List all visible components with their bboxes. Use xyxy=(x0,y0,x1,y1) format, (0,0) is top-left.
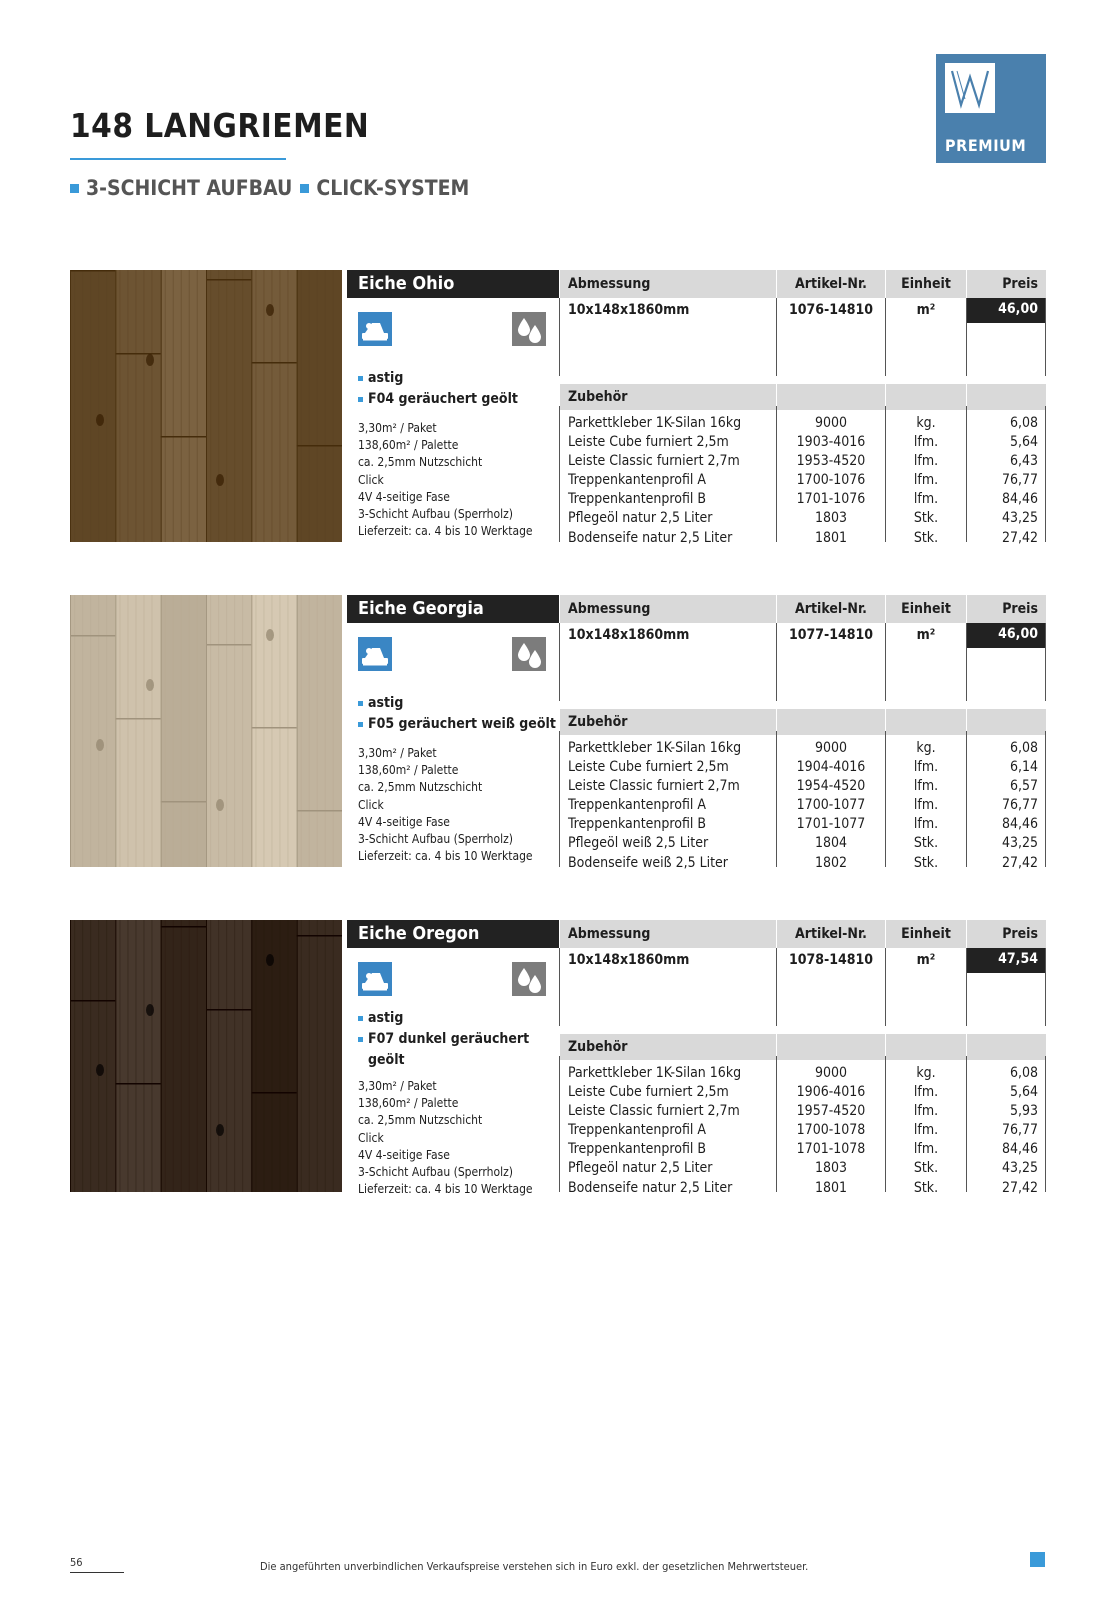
spec-line: Lieferzeit: ca. 4 bis 10 Werktage xyxy=(358,1182,533,1197)
accessory-cell: 76,77 xyxy=(1001,1122,1038,1139)
wood-sample-image xyxy=(70,595,342,867)
accessory-cell: Stk. xyxy=(913,510,939,527)
spec-line: ca. 2,5mm Nutzschicht xyxy=(358,780,483,795)
accessory-cell: Stk. xyxy=(913,835,939,852)
table-divider xyxy=(1045,731,1046,867)
header-artikel: Artikel-Nr. xyxy=(777,595,885,623)
header-einheit: Einheit xyxy=(886,270,966,298)
accessory-cell: Leiste Cube furniert 2,5m xyxy=(568,759,729,776)
header-einheit: Einheit xyxy=(886,920,966,948)
table-divider xyxy=(776,731,777,867)
accessory-cell: 1700-1076 xyxy=(796,472,866,489)
artikel-value: 1077-14810 xyxy=(788,627,874,643)
subtitle-part: CLICK-SYSTEM xyxy=(316,176,470,200)
header-preis: Preis xyxy=(967,920,1046,948)
accessory-cell: 1954-4520 xyxy=(796,778,866,795)
table-divider xyxy=(559,731,560,867)
header-abmessung: Abmessung xyxy=(560,270,776,298)
plane-icon xyxy=(358,637,392,671)
accessory-cell: 27,42 xyxy=(1001,1179,1038,1196)
accessory-cell: 9000 xyxy=(814,740,848,756)
column-preis xyxy=(967,920,1046,1198)
header-artikel: Artikel-Nr. xyxy=(777,920,885,948)
table-divider xyxy=(1045,298,1046,376)
accessory-cell: lfm. xyxy=(913,1103,939,1120)
accessory-cell: lfm. xyxy=(913,1141,939,1158)
product-specs xyxy=(358,745,533,865)
header-abmessung: Abmessung xyxy=(560,595,776,623)
feature-item: astig xyxy=(358,1008,558,1029)
artikel-value: 1076-14810 xyxy=(788,302,874,318)
table-divider xyxy=(966,948,967,1026)
feature-item: astig xyxy=(358,693,558,714)
accessory-einheit xyxy=(886,410,966,548)
accessory-cell: 27,42 xyxy=(1001,529,1038,546)
accessory-cell: 1701-1077 xyxy=(796,816,866,833)
artikel-value: 1078-14810 xyxy=(788,952,874,968)
accessory-cell: 1801 xyxy=(814,529,848,546)
spec-line: 3,30m² / Paket xyxy=(358,421,437,435)
accessory-cell: 1803 xyxy=(814,1160,848,1177)
page-number-rule xyxy=(70,1572,124,1573)
spec-line: Click xyxy=(358,1130,384,1145)
accessory-cell: Bodenseife natur 2,5 Liter xyxy=(568,529,733,546)
accessory-einheit xyxy=(886,735,966,873)
accessory-cell: lfm. xyxy=(913,472,939,489)
accessory-cell: Treppenkantenprofil A xyxy=(568,1122,707,1139)
column-artikel xyxy=(777,595,885,873)
table-divider xyxy=(885,1056,886,1192)
accessory-cell: 6,57 xyxy=(1009,778,1038,795)
spec-line: 4V 4-seitige Fase xyxy=(358,1147,450,1162)
header-preis: Preis xyxy=(967,595,1046,623)
accessory-cell: Pflegeöl natur 2,5 Liter xyxy=(568,510,713,527)
accessory-cell: kg. xyxy=(916,740,936,756)
accessory-einheit xyxy=(886,1060,966,1198)
table-divider xyxy=(776,623,777,701)
table-divider xyxy=(885,948,886,1026)
spec-line: 3,30m² / Paket xyxy=(358,746,437,760)
header-zubehoer: Zubehör xyxy=(560,709,776,735)
premium-logo xyxy=(936,54,1046,163)
accessory-cell: Leiste Classic furniert 2,7m xyxy=(568,453,740,470)
product-block xyxy=(70,920,1046,1197)
accessory-cell: 1700-1078 xyxy=(796,1122,866,1139)
accessory-preis xyxy=(967,410,1046,548)
accessory-cell: 76,77 xyxy=(1001,472,1038,489)
accessory-cell: Parkettkleber 1K-Silan 16kg xyxy=(568,740,742,756)
accessory-cell: lfm. xyxy=(913,434,939,451)
accessory-cell: 1957-4520 xyxy=(796,1103,866,1120)
accessory-cell: Leiste Cube furniert 2,5m xyxy=(568,1084,729,1101)
accessory-cell: 43,25 xyxy=(1001,510,1038,527)
accessory-cell: lfm. xyxy=(913,816,939,833)
accessory-cell: Bodenseife natur 2,5 Liter xyxy=(568,1179,733,1196)
table-divider xyxy=(885,298,886,376)
table-divider xyxy=(559,1056,560,1192)
spec-line: 3,30m² / Paket xyxy=(358,1079,437,1093)
accessory-cell: 5,93 xyxy=(1009,1103,1038,1120)
footer-note: Die angeführten unverbindlichen Verkaufspreise verstehen sich in Euro exkl. der gesetzlichen Mehrwertsteuer. xyxy=(260,1560,809,1573)
premium-label: PREMIUM xyxy=(945,136,1027,155)
spec-line: Lieferzeit: ca. 4 bis 10 Werktage xyxy=(358,849,533,864)
table-divider xyxy=(966,298,967,376)
table-divider xyxy=(559,406,560,542)
bullet-square-icon xyxy=(300,184,309,193)
accessory-cell: 5,64 xyxy=(1009,1084,1038,1101)
accessory-cell: Stk. xyxy=(913,1160,939,1177)
accessory-cell: lfm. xyxy=(913,778,939,795)
spec-line: 3-Schicht Aufbau (Sperrholz) xyxy=(358,832,513,847)
page-number: 56 xyxy=(70,1556,83,1569)
table-divider xyxy=(966,623,967,701)
page-subtitle xyxy=(70,176,477,200)
wood-sample-image xyxy=(70,270,342,542)
table-divider xyxy=(559,298,560,376)
einheit-value: m² xyxy=(916,627,936,643)
accessory-cell: 6,14 xyxy=(1009,759,1038,776)
wood-sample-image xyxy=(70,920,342,1192)
accessory-cell: 1804 xyxy=(814,835,848,852)
spec-line: 4V 4-seitige Fase xyxy=(358,489,450,504)
spec-line: 138,60m² / Palette xyxy=(358,1096,459,1111)
table-divider xyxy=(1045,406,1046,542)
accessory-cell: 6,43 xyxy=(1009,453,1038,470)
spec-line: Lieferzeit: ca. 4 bis 10 Werktage xyxy=(358,524,533,539)
table-divider xyxy=(776,948,777,1026)
accessory-cell: Leiste Classic furniert 2,7m xyxy=(568,778,740,795)
accessory-cell: Bodenseife weiß 2,5 Liter xyxy=(568,854,728,871)
product-specs xyxy=(358,420,533,540)
product-name: Eiche Georgia xyxy=(347,595,559,623)
table-divider xyxy=(559,948,560,1026)
accessory-cell: 84,46 xyxy=(1001,1141,1038,1158)
header-zubehoer: Zubehör xyxy=(560,1034,776,1060)
table-divider xyxy=(966,731,967,867)
accessory-cell: Treppenkantenprofil A xyxy=(568,797,707,814)
table-divider xyxy=(966,406,967,542)
spec-line: Click xyxy=(358,797,384,812)
accessory-cell: 43,25 xyxy=(1001,1160,1038,1177)
accessory-cell: 27,42 xyxy=(1001,854,1038,871)
accessory-cell: lfm. xyxy=(913,1122,939,1139)
table-divider xyxy=(966,1056,967,1192)
accessory-cell: Treppenkantenprofil B xyxy=(568,491,707,508)
product-features xyxy=(358,368,558,410)
header-artikel: Artikel-Nr. xyxy=(777,270,885,298)
accessory-cell: 1801 xyxy=(814,1179,848,1196)
accessory-cell: 1953-4520 xyxy=(796,453,866,470)
accessory-cell: kg. xyxy=(916,415,936,431)
column-einheit xyxy=(886,270,966,548)
abmessung-value: 10x148x1860mm xyxy=(568,302,690,318)
product-specs xyxy=(358,1078,533,1198)
accessory-cell: Leiste Classic furniert 2,7m xyxy=(568,1103,740,1120)
table-divider xyxy=(559,623,560,701)
accessory-cell: kg. xyxy=(916,1065,936,1081)
accessory-artikel xyxy=(777,410,885,548)
column-preis xyxy=(967,595,1046,873)
accessory-names xyxy=(560,1060,776,1198)
accessory-cell: lfm. xyxy=(913,759,939,776)
accessory-cell: 9000 xyxy=(814,1065,848,1081)
header-abmessung: Abmessung xyxy=(560,920,776,948)
accessory-cell: Pflegeöl natur 2,5 Liter xyxy=(568,1160,713,1177)
accessory-cell: 1701-1078 xyxy=(796,1141,866,1158)
spec-line: ca. 2,5mm Nutzschicht xyxy=(358,455,483,470)
spec-line: 138,60m² / Palette xyxy=(358,438,459,453)
table-divider xyxy=(776,1056,777,1192)
accessory-cell: 5,64 xyxy=(1009,434,1038,451)
accessory-cell: 6,08 xyxy=(1009,1065,1038,1081)
column-einheit xyxy=(886,920,966,1198)
accessory-cell: Leiste Cube furniert 2,5m xyxy=(568,434,729,451)
column-artikel xyxy=(777,920,885,1198)
product-block xyxy=(70,595,1046,871)
price-value: 46,00 xyxy=(967,298,1046,323)
title-underline xyxy=(70,158,286,160)
price-value: 47,54 xyxy=(967,948,1046,973)
accessory-cell: 1803 xyxy=(814,510,848,527)
einheit-value: m² xyxy=(916,952,936,968)
accessory-cell: 1903-4016 xyxy=(796,434,866,451)
table-divider xyxy=(1045,948,1046,1026)
accessory-cell: Stk. xyxy=(913,854,939,871)
accessory-cell: 84,46 xyxy=(1001,491,1038,508)
product-features xyxy=(358,693,558,735)
table-divider xyxy=(885,623,886,701)
accessory-cell: 6,08 xyxy=(1009,740,1038,756)
accessory-cell: Parkettkleber 1K-Silan 16kg xyxy=(568,1065,742,1081)
accessory-cell: Parkettkleber 1K-Silan 16kg xyxy=(568,415,742,431)
product-name: Eiche Oregon xyxy=(347,920,559,948)
table-divider xyxy=(885,731,886,867)
accessory-cell: 76,77 xyxy=(1001,797,1038,814)
accessory-cell: 1701-1076 xyxy=(796,491,866,508)
einheit-value: m² xyxy=(916,302,936,318)
spec-line: 138,60m² / Palette xyxy=(358,763,459,778)
accessory-cell: 1700-1077 xyxy=(796,797,866,814)
accessory-cell: 43,25 xyxy=(1001,835,1038,852)
table-divider xyxy=(1045,1056,1046,1192)
feature-item: F05 geräuchert weiß geölt xyxy=(358,714,558,735)
accessory-cell: lfm. xyxy=(913,797,939,814)
column-artikel xyxy=(777,270,885,548)
premium-w-logo xyxy=(945,63,995,113)
plane-icon xyxy=(358,962,392,996)
footer-square-icon xyxy=(1030,1552,1045,1567)
accessory-preis xyxy=(967,1060,1046,1198)
bullet-square-icon xyxy=(70,184,79,193)
accessory-cell: 6,08 xyxy=(1009,415,1038,431)
accessory-cell: lfm. xyxy=(913,491,939,508)
accessory-cell: Treppenkantenprofil B xyxy=(568,1141,707,1158)
price-value: 46,00 xyxy=(967,623,1046,648)
column-einheit xyxy=(886,595,966,873)
accessory-cell: 1904-4016 xyxy=(796,759,866,776)
oil-drops-icon xyxy=(512,637,546,671)
accessory-preis xyxy=(967,735,1046,873)
accessory-cell: Treppenkantenprofil B xyxy=(568,816,707,833)
spec-line: Click xyxy=(358,472,384,487)
column-preis xyxy=(967,270,1046,548)
accessory-names xyxy=(560,410,776,548)
product-block xyxy=(70,270,1046,546)
spec-line: 3-Schicht Aufbau (Sperrholz) xyxy=(358,1165,513,1180)
spec-line: 3-Schicht Aufbau (Sperrholz) xyxy=(358,507,513,522)
column-abmessung xyxy=(560,270,776,548)
table-divider xyxy=(776,406,777,542)
accessory-cell: Stk. xyxy=(913,1179,939,1196)
oil-drops-icon xyxy=(512,962,546,996)
accessory-cell: 84,46 xyxy=(1001,816,1038,833)
column-abmessung xyxy=(560,595,776,873)
spec-line: ca. 2,5mm Nutzschicht xyxy=(358,1113,483,1128)
accessory-cell: Treppenkantenprofil A xyxy=(568,472,707,489)
accessory-cell: Pflegeöl weiß 2,5 Liter xyxy=(568,835,709,852)
header-preis: Preis xyxy=(967,270,1046,298)
page-title: 148 LANGRIEMEN xyxy=(70,106,370,145)
header-zubehoer: Zubehör xyxy=(560,384,776,410)
column-abmessung xyxy=(560,920,776,1198)
table-divider xyxy=(885,406,886,542)
accessory-cell: 9000 xyxy=(814,415,848,431)
feature-item: F04 geräuchert geölt xyxy=(358,389,558,410)
oil-drops-icon xyxy=(512,312,546,346)
product-features xyxy=(358,1008,558,1071)
accessory-cell: Stk. xyxy=(913,529,939,546)
abmessung-value: 10x148x1860mm xyxy=(568,952,690,968)
subtitle-part: 3-SCHICHT AUFBAU xyxy=(86,176,293,200)
accessory-cell: lfm. xyxy=(913,453,939,470)
feature-item: astig xyxy=(358,368,558,389)
header-einheit: Einheit xyxy=(886,595,966,623)
abmessung-value: 10x148x1860mm xyxy=(568,627,690,643)
plane-icon xyxy=(358,312,392,346)
accessory-cell: lfm. xyxy=(913,1084,939,1101)
product-name: Eiche Ohio xyxy=(347,270,559,298)
accessory-cell: 1906-4016 xyxy=(796,1084,866,1101)
spec-line: 4V 4-seitige Fase xyxy=(358,814,450,829)
accessory-artikel xyxy=(777,735,885,873)
accessory-artikel xyxy=(777,1060,885,1198)
table-divider xyxy=(1045,623,1046,701)
feature-item: F07 dunkel geräuchert geölt xyxy=(358,1029,558,1071)
accessory-cell: 1802 xyxy=(814,854,848,871)
accessory-names xyxy=(560,735,776,873)
table-divider xyxy=(776,298,777,376)
